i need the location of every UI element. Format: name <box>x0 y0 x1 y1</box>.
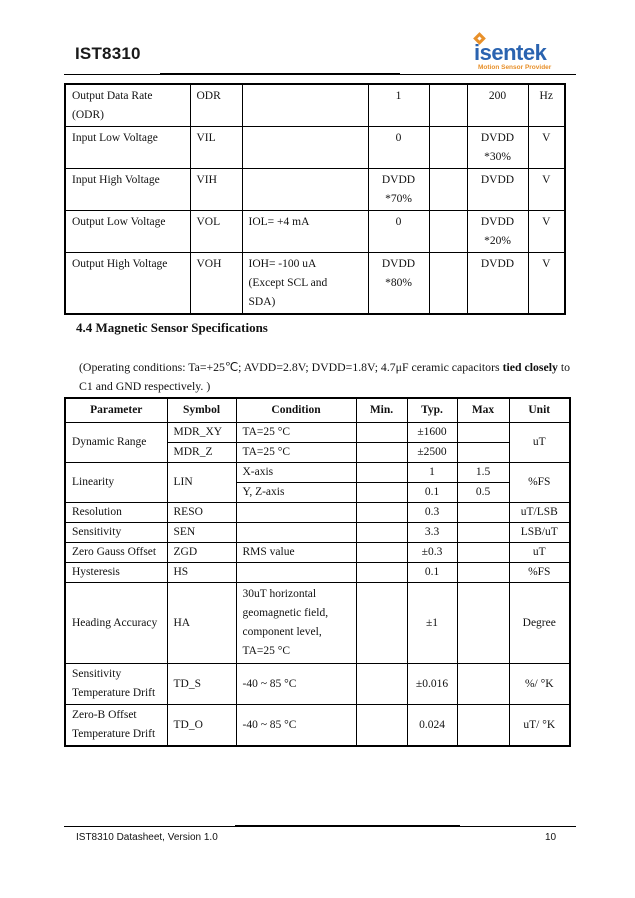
cell-parameter-line: Input High Voltage <box>72 174 160 186</box>
header-rule-accent <box>160 73 400 75</box>
table-row <box>65 169 565 211</box>
cell-symbol: VOH <box>190 253 242 315</box>
cell-max-line: DVDD <box>480 132 515 144</box>
logo-tagline: Motion Sensor Provider <box>478 64 552 71</box>
cell-typ <box>429 169 467 211</box>
cell-min-line: DVDD <box>381 174 416 186</box>
cell-condition <box>236 523 356 543</box>
cell-max <box>457 583 509 664</box>
cell-condition-line: IOL= +4 mA <box>248 216 310 228</box>
cell-typ <box>429 127 467 169</box>
cell-min <box>368 84 429 127</box>
cell-symbol: HS <box>167 563 236 583</box>
cell-parameter <box>65 664 167 705</box>
cell-parameter-line: Input Low Voltage <box>72 132 158 144</box>
cell-max-line: DVDD <box>480 174 515 186</box>
cell-parameter <box>65 84 190 127</box>
cell-typ: ±1600 <box>407 423 457 443</box>
logo-wordmark: isentek <box>474 40 547 65</box>
cell-typ <box>429 211 467 253</box>
cell-symbol: TD_O <box>167 705 236 747</box>
cell-symbol: ODR <box>190 84 242 127</box>
isentek-logo <box>472 34 572 74</box>
cell-min <box>356 503 407 523</box>
cell-unit: V <box>528 169 565 211</box>
cell-min <box>356 664 407 705</box>
cell-max-line: *30% <box>484 151 511 163</box>
cell-condition: -40 ~ 85 °C <box>236 705 356 747</box>
cell-parameter <box>65 169 190 211</box>
table-row <box>65 503 570 523</box>
cell-parameter: Dynamic Range <box>65 423 167 463</box>
cell-max <box>457 705 509 747</box>
cell-min <box>356 543 407 563</box>
parameter-line: Sensitivity <box>72 668 122 680</box>
cell-condition <box>242 169 368 211</box>
cell-unit: uT/LSB <box>509 503 570 523</box>
io-characteristics-table <box>64 83 566 315</box>
cell-condition: RMS value <box>236 543 356 563</box>
cell-max <box>467 84 528 127</box>
conditions-text: (Operating conditions: Ta=+25℃; AVDD=2.8V; DVDD=1.8V; 4.7μF ceramic capacitors <box>79 360 503 374</box>
cell-condition: TA=25 °C <box>236 423 356 443</box>
cell-min-line: 0 <box>395 132 402 144</box>
cell-max <box>457 563 509 583</box>
cell-unit: uT <box>509 543 570 563</box>
condition-line: component level, <box>242 626 322 638</box>
cell-typ: 1 <box>407 463 457 483</box>
cell-condition <box>242 211 368 253</box>
cell-unit: %FS <box>509 463 570 503</box>
cell-parameter <box>65 127 190 169</box>
cell-parameter: Sensitivity <box>65 523 167 543</box>
cell-min <box>368 211 429 253</box>
cell-condition <box>242 84 368 127</box>
conditions-text-end: to C1 and GND respectively. ) <box>79 360 571 393</box>
cell-symbol: ZGD <box>167 543 236 563</box>
cell-symbol: VIH <box>190 169 242 211</box>
cell-symbol: MDR_Z <box>167 443 236 463</box>
cell-unit: uT/ °K <box>509 705 570 747</box>
table-row <box>65 543 570 563</box>
cell-condition-line: IOH= -100 uA <box>248 258 317 270</box>
cell-parameter: Linearity <box>65 463 167 503</box>
cell-symbol: VIL <box>190 127 242 169</box>
cell-min <box>356 483 407 503</box>
cell-min-line: 0 <box>395 216 402 228</box>
table-row <box>65 463 570 483</box>
cell-typ: ±2500 <box>407 443 457 463</box>
cell-max-line: DVDD <box>480 216 515 228</box>
cell-condition <box>236 563 356 583</box>
cell-parameter-line: (ODR) <box>72 109 104 121</box>
cell-typ <box>429 84 467 127</box>
cell-min <box>356 443 407 463</box>
cell-parameter-line: Output High Voltage <box>72 258 168 270</box>
header-max: Max <box>457 398 509 423</box>
cell-condition <box>242 253 368 315</box>
cell-min <box>368 127 429 169</box>
cell-min-line: *70% <box>385 193 412 205</box>
magnetic-sensor-spec-table <box>64 397 571 747</box>
cell-max <box>457 423 509 443</box>
cell-unit: Hz <box>528 84 565 127</box>
condition-line: geomagnetic field, <box>242 607 329 619</box>
cell-unit: Degree <box>509 583 570 664</box>
table-row <box>65 523 570 543</box>
cell-max <box>457 443 509 463</box>
cell-typ: ±1 <box>407 583 457 664</box>
cell-parameter <box>65 211 190 253</box>
cell-typ: 0.024 <box>407 705 457 747</box>
cell-typ: 0.1 <box>407 483 457 503</box>
cell-typ: 0.3 <box>407 503 457 523</box>
header-typ: Typ. <box>407 398 457 423</box>
cell-symbol: VOL <box>190 211 242 253</box>
cell-min <box>356 523 407 543</box>
table-row <box>65 705 570 747</box>
conditions-emphasis: tied closely <box>502 360 558 374</box>
cell-unit: V <box>528 127 565 169</box>
cell-condition <box>236 583 356 664</box>
header-condition: Condition <box>236 398 356 423</box>
cell-condition: X-axis <box>236 463 356 483</box>
cell-min <box>356 563 407 583</box>
condition-line: 30uT horizontal <box>242 588 317 600</box>
cell-max <box>457 543 509 563</box>
header-symbol: Symbol <box>167 398 236 423</box>
cell-unit: %FS <box>509 563 570 583</box>
cell-condition: -40 ~ 85 °C <box>236 664 356 705</box>
cell-min <box>356 463 407 483</box>
cell-parameter-line: Output Data Rate <box>72 90 153 102</box>
header-parameter: Parameter <box>65 398 167 423</box>
cell-parameter <box>65 253 190 315</box>
cell-parameter <box>65 705 167 747</box>
cell-max-line: 200 <box>488 90 507 102</box>
cell-unit: LSB/uT <box>509 523 570 543</box>
cell-condition <box>236 503 356 523</box>
table-row <box>65 127 565 169</box>
cell-max <box>457 664 509 705</box>
cell-symbol: TD_S <box>167 664 236 705</box>
table-row <box>65 664 570 705</box>
table-row <box>65 211 565 253</box>
cell-condition <box>242 127 368 169</box>
cell-min-line: 1 <box>395 90 402 102</box>
cell-symbol: SEN <box>167 523 236 543</box>
cell-min <box>356 583 407 664</box>
cell-max <box>467 127 528 169</box>
cell-symbol: RESO <box>167 503 236 523</box>
cell-typ: 0.1 <box>407 563 457 583</box>
table-row <box>65 253 565 315</box>
cell-parameter: Heading Accuracy <box>65 583 167 664</box>
table-header-row <box>65 398 570 423</box>
parameter-line: Zero-B Offset <box>72 709 137 721</box>
cell-unit: V <box>528 211 565 253</box>
cell-min <box>368 169 429 211</box>
table-row <box>65 563 570 583</box>
header-unit: Unit <box>509 398 570 423</box>
cell-parameter: Zero Gauss Offset <box>65 543 167 563</box>
header-min: Min. <box>356 398 407 423</box>
table-row <box>65 84 565 127</box>
cell-parameter-line: Output Low Voltage <box>72 216 166 228</box>
cell-parameter: Resolution <box>65 503 167 523</box>
cell-symbol: HA <box>167 583 236 664</box>
table-row <box>65 423 570 443</box>
cell-min <box>356 705 407 747</box>
cell-parameter: Hysteresis <box>65 563 167 583</box>
cell-max <box>457 503 509 523</box>
cell-typ: 3.3 <box>407 523 457 543</box>
table-row <box>65 583 570 664</box>
cell-min-line: DVDD <box>381 258 416 270</box>
document-title: IST8310 <box>75 44 141 63</box>
cell-max <box>457 523 509 543</box>
parameter-line: Temperature Drift <box>72 687 156 699</box>
cell-condition: TA=25 °C <box>236 443 356 463</box>
cell-unit: V <box>528 253 565 315</box>
cell-typ: ±0.016 <box>407 664 457 705</box>
cell-max <box>467 253 528 315</box>
cell-min-line: *80% <box>385 277 412 289</box>
cell-symbol: LIN <box>167 463 236 503</box>
cell-typ: ±0.3 <box>407 543 457 563</box>
page-number: 10 <box>545 832 557 843</box>
condition-line: TA=25 °C <box>242 645 291 657</box>
operating-conditions <box>79 358 579 396</box>
footer-rule-accent <box>235 825 460 827</box>
cell-condition-line: (Except SCL and <box>248 277 328 289</box>
cell-max-line: DVDD <box>480 258 515 270</box>
cell-max <box>467 169 528 211</box>
cell-unit: uT <box>509 423 570 463</box>
cell-condition-line: SDA) <box>248 296 276 308</box>
parameter-line: Temperature Drift <box>72 728 156 740</box>
cell-max: 1.5 <box>457 463 509 483</box>
section-heading: 4.4 Magnetic Sensor Specifications <box>76 320 268 335</box>
cell-unit: %/ °K <box>509 664 570 705</box>
footer-document-info: IST8310 Datasheet, Version 1.0 <box>76 832 218 843</box>
cell-min <box>356 423 407 443</box>
cell-symbol: MDR_XY <box>167 423 236 443</box>
cell-max <box>467 211 528 253</box>
cell-typ <box>429 253 467 315</box>
cell-condition: Y, Z-axis <box>236 483 356 503</box>
cell-max: 0.5 <box>457 483 509 503</box>
cell-min <box>368 253 429 315</box>
cell-max-line: *20% <box>484 235 511 247</box>
